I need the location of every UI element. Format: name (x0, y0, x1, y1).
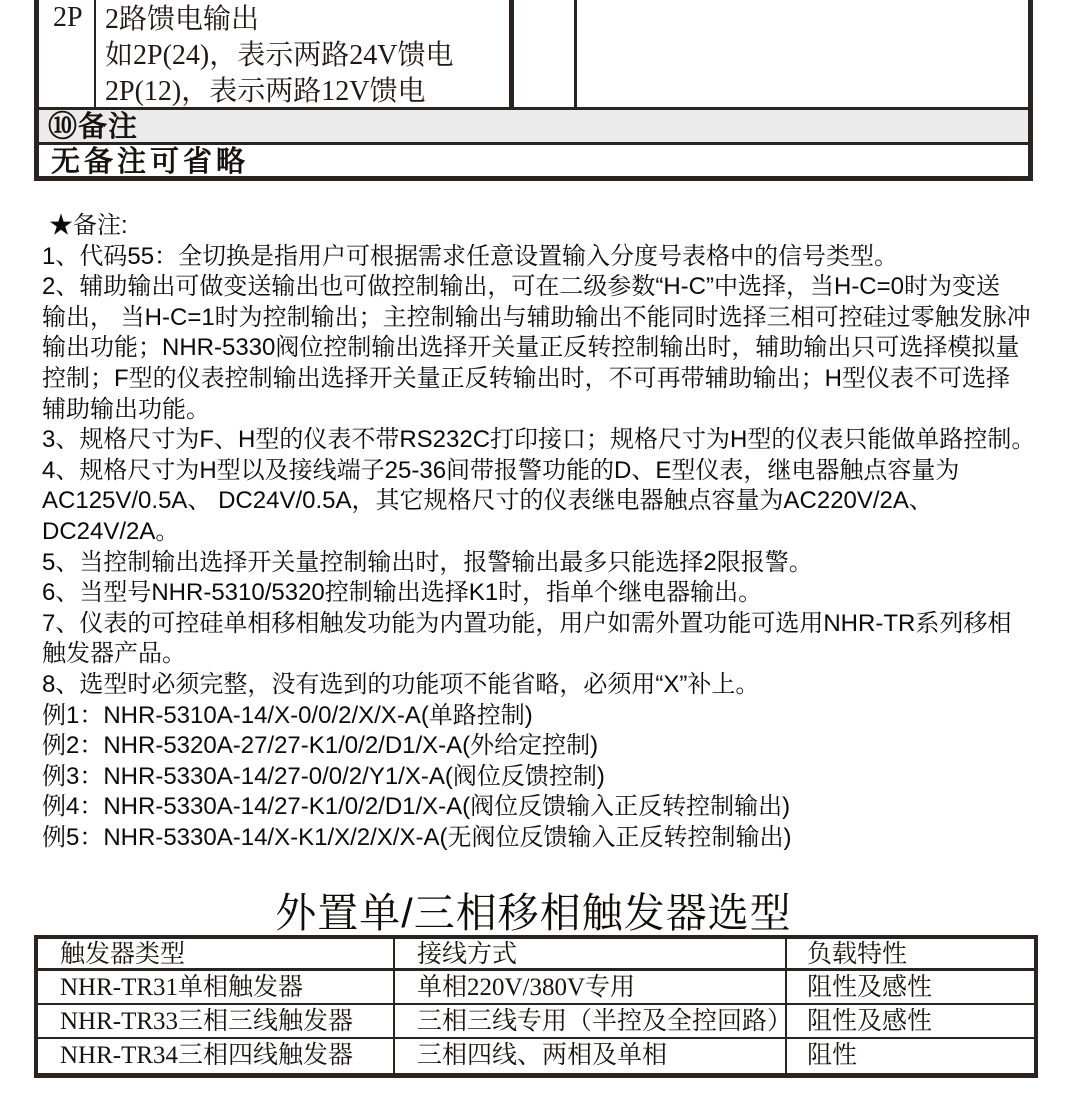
notes-block (42, 211, 1052, 853)
note-line: 1、代码55：全切换是指用户可根据需求任意设置输入分度号表格中的信号类型。 (42, 242, 899, 270)
example-line: 例5：NHR-5330A-14/X-K1/X/2/X/X-A(无阀位反馈输入正反转控制输出) (42, 823, 792, 851)
cell-wiring: 三相三线专用（半控及全控回路） (395, 1005, 787, 1037)
header-cell-trigger-type: 触发器类型 (38, 939, 395, 968)
trigger-section-title: 外置单/三相移相触发器选型 (275, 890, 792, 936)
cell-load: 阻性 (807, 1042, 858, 1069)
note-line: 6、当型号NHR-5310/5320控制输出选择K1时，指单个继电器输出。 (42, 579, 763, 607)
empty-code-cell (514, 0, 577, 107)
table-row (38, 1039, 1034, 1073)
table-row (38, 971, 1034, 1005)
cell-trigger-type: NHR-TR33三相三线触发器 (38, 1005, 395, 1037)
note-line: 控制；F型的仪表控制输出选择开关量正反转输出时，不可再带辅助输出；H型仪表不可选择 (42, 364, 1010, 392)
cell-trigger-type: NHR-TR34三相四线触发器 (38, 1039, 395, 1073)
cell-wiring: 单相220V/380V专用 (395, 971, 787, 1003)
note-line: 3、规格尺寸为F、H型的仪表不带RS232C打印接口；规格尺寸为H型的仪表只能做单路控制。 (42, 426, 1036, 454)
desc-line: 如2P(24)，表示两路24V馈电 (105, 40, 454, 71)
note-line: 8、选型时必须完整，没有选到的功能项不能省略，必须用“X”补上。 (42, 670, 760, 698)
remark-section-body: 无备注可省略 (39, 145, 1028, 181)
note-line: DC24V/2A。 (42, 517, 180, 545)
note-line: 输出， 当H-C=1时为控制输出；主控制输出与辅助输出不能同时选择三相可控硅过零触发脉冲 (42, 303, 1031, 331)
remark-section-header: ⑩备注 (39, 110, 1028, 145)
cell-load: 阻性及感性 (807, 974, 933, 1001)
note-line: 2、辅助输出可做变送输出也可做控制输出，可在二级参数“H-C”中选择，当H-C=0时为变送 (42, 273, 1001, 301)
note-line: AC125V/0.5A、 DC24V/0.5A，其它规格尺寸的仪表继电器触点容量为AC220V/2A、 (42, 487, 933, 515)
feed-output-row (39, 0, 1028, 110)
note-line: 7、仪表的可控硅单相移相触发功能为内置功能，用户如需外置功能可选用NHR-TR系列移相 (42, 609, 1012, 637)
note-line: 辅助输出功能。 (42, 395, 210, 423)
cell-wiring: 三相四线、两相及单相 (395, 1039, 787, 1073)
header-cell-load: 负载特性 (807, 940, 908, 968)
cell-load: 阻性及感性 (807, 1008, 933, 1035)
note-line: 4、规格尺寸为H型以及接线端子25-36间带报警功能的D、E型仪表，继电器触点容量为 (42, 456, 960, 484)
header-cell-wiring: 接线方式 (395, 939, 787, 968)
trigger-table (34, 935, 1038, 1078)
table-row (38, 1005, 1034, 1039)
note-line: 触发器产品。 (42, 640, 186, 668)
note-line: 输出功能；NHR-5330阀位控制输出选择开关量正反转控制输出时，辅助输出只可选择模拟量 (42, 334, 1020, 362)
example-line: 例2：NHR-5320A-27/27-K1/0/2/D1/X-A(外给定控制) (42, 732, 599, 760)
desc-line: 2P(12)，表示两路12V馈电 (105, 76, 426, 107)
notes-title: ★备注: (49, 212, 128, 239)
note-line: 5、当控制输出选择开关量控制输出时，报警输出最多只能选择2限报警。 (42, 548, 813, 576)
option-desc-cell (96, 0, 514, 107)
table-header-row (38, 939, 1034, 971)
example-line: 例1：NHR-5310A-14/X-0/0/2/X/X-A(单路控制) (42, 701, 533, 729)
selection-table-fragment (34, 0, 1033, 181)
cell-trigger-type: NHR-TR31单相触发器 (38, 971, 395, 1003)
desc-line: 2路馈电输出 (105, 4, 260, 35)
option-code-cell: 2P (39, 0, 96, 107)
example-line: 例3：NHR-5330A-14/27-0/0/2/Y1/X-A(阀位反馈控制) (42, 762, 605, 790)
example-line: 例4：NHR-5330A-14/27-K1/0/2/D1/X-A(阀位反馈输入正反转控制输出) (42, 793, 791, 821)
empty-desc-cell (577, 0, 1028, 107)
